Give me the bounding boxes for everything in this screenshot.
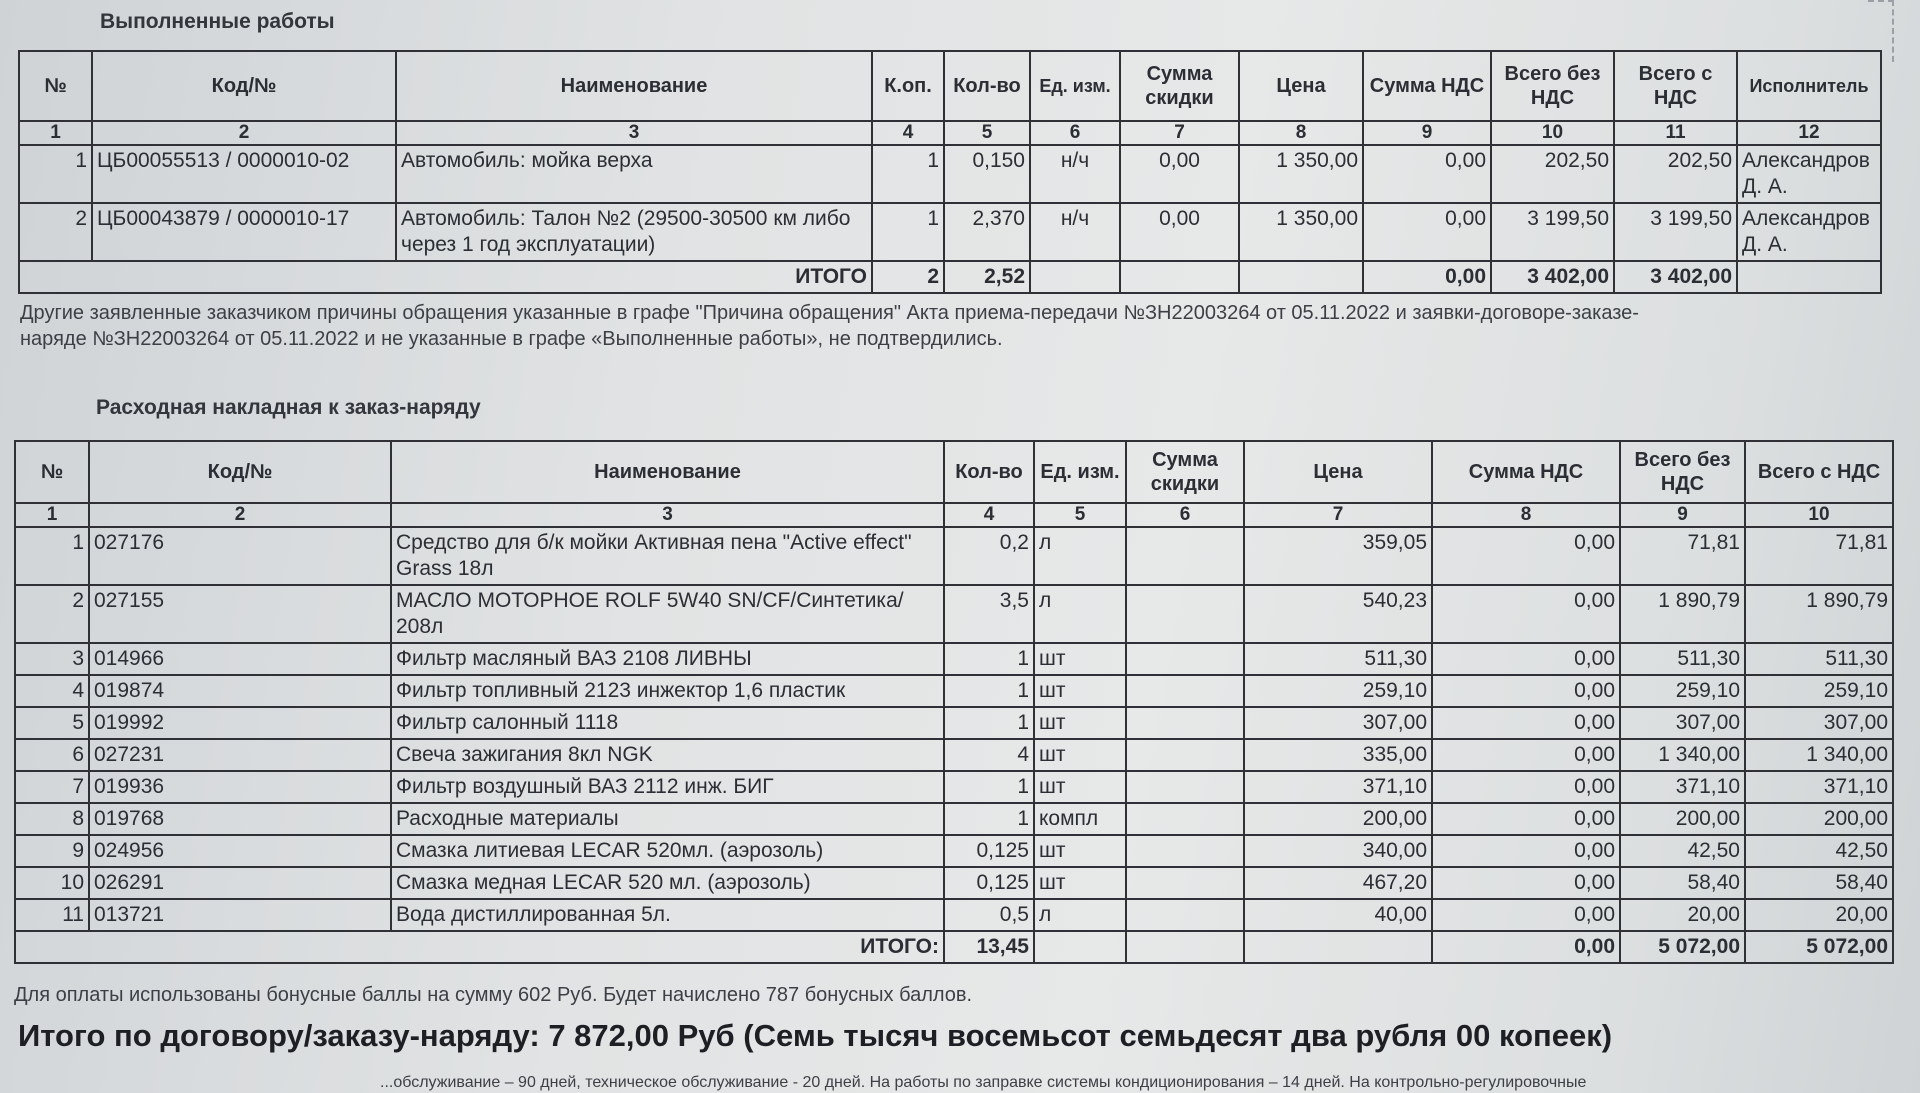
table-row [15,899,1893,931]
index-cell: 5 [944,121,1030,145]
row-total-vat: 307,00 [1745,707,1893,739]
row-number: 8 [15,803,89,835]
row-unit: шт [1034,771,1126,803]
table-row [15,835,1893,867]
row-total-no-vat: 1 890,79 [1620,585,1745,643]
row-total-vat: 1 340,00 [1745,739,1893,771]
row-total-vat: 202,50 [1614,145,1737,203]
row-qty: 1 [944,675,1034,707]
row-unit: шт [1034,835,1126,867]
row-qty: 3,5 [944,585,1034,643]
total-with-vat: 3 402,00 [1614,261,1737,293]
completed-works-table [18,50,1882,294]
row-price: 307,00 [1244,707,1432,739]
col-header: Кол-во [944,51,1030,121]
row-name: Фильтр воздушный ВАЗ 2112 инж. БИГ [391,771,944,803]
row-vat: 0,00 [1432,771,1620,803]
row-total-no-vat: 20,00 [1620,899,1745,931]
total-qty: 2,52 [944,261,1030,293]
row-code: 027176 [89,527,391,585]
col-header: Ед. изм. [1030,51,1120,121]
row-unit: шт [1034,867,1126,899]
row-unit: шт [1034,707,1126,739]
row-name: Расходные материалы [391,803,944,835]
row-kop: 1 [872,145,944,203]
row-total-vat: 371,10 [1745,771,1893,803]
col-header: Всего с НДС [1614,51,1737,121]
table-row [15,707,1893,739]
row-number: 2 [15,585,89,643]
row-code: ЦБ00055513 / 0000010-02 [92,145,396,203]
row-price: 371,10 [1244,771,1432,803]
index-cell: 9 [1363,121,1491,145]
row-discount [1126,527,1244,585]
row-code: 019768 [89,803,391,835]
index-cell: 3 [396,121,872,145]
index-cell: 4 [872,121,944,145]
row-qty: 0,150 [944,145,1030,203]
table-row [15,739,1893,771]
footer-partial: ...обслуживание – 90 дней, техническое обслуживание - 20 дней. На работы по заправке системы кондиционирования – 14 дней. На контрольно-регулировочные [380,1074,1587,1091]
row-name: Автомобиль: Талон №2 (29500-30500 км либо через 1 год эксплуатации) [396,203,872,261]
total-row [19,261,1881,293]
row-code: 014966 [89,643,391,675]
row-discount [1126,803,1244,835]
row-total-vat: 3 199,50 [1614,203,1737,261]
total-kop: 2 [872,261,944,293]
row-discount: 0,00 [1120,203,1239,261]
row-vat: 0,00 [1432,707,1620,739]
row-price: 259,10 [1244,675,1432,707]
index-row [15,503,1893,527]
header-row [15,441,1893,503]
row-vat: 0,00 [1432,899,1620,931]
row-name: Свеча зажигания 8кл NGK [391,739,944,771]
row-number: 4 [15,675,89,707]
row-price: 467,20 [1244,867,1432,899]
row-qty: 1 [944,643,1034,675]
row-number: 3 [15,643,89,675]
row-discount [1126,835,1244,867]
col-header: № [15,441,89,503]
col-header: Код/№ [92,51,396,121]
row-total-vat: 259,10 [1745,675,1893,707]
row-total-no-vat: 202,50 [1491,145,1614,203]
row-number: 11 [15,899,89,931]
row-total-vat: 200,00 [1745,803,1893,835]
row-discount [1126,585,1244,643]
row-total-no-vat: 511,30 [1620,643,1745,675]
row-price: 540,23 [1244,585,1432,643]
col-header: Наименование [391,441,944,503]
row-qty: 4 [944,739,1034,771]
col-header: К.оп. [872,51,944,121]
row-name: Автомобиль: мойка верха [396,145,872,203]
row-total-vat: 58,40 [1745,867,1893,899]
table-row [19,145,1881,203]
row-vat: 0,00 [1432,585,1620,643]
row-price: 200,00 [1244,803,1432,835]
row-discount [1126,707,1244,739]
expense-invoice-title: Расходная накладная к заказ-наряду [96,396,481,419]
index-cell: 5 [1034,503,1126,527]
row-number: 7 [15,771,89,803]
row-name: МАСЛО МОТОРНОЕ ROLF 5W40 SN/CF/Синтетика/ 208л [391,585,944,643]
col-header: Кол-во [944,441,1034,503]
row-name: Смазка медная LECAR 520 мл. (аэрозоль) [391,867,944,899]
row-qty: 1 [944,707,1034,739]
row-total-vat: 71,81 [1745,527,1893,585]
table-row [15,643,1893,675]
row-vat: 0,00 [1363,203,1491,261]
row-price: 1 350,00 [1239,203,1363,261]
row-qty: 1 [944,803,1034,835]
index-cell: 3 [391,503,944,527]
row-code: 024956 [89,835,391,867]
row-unit: шт [1034,643,1126,675]
table-row [15,527,1893,585]
row-number: 1 [19,145,92,203]
row-total-no-vat: 71,81 [1620,527,1745,585]
row-number: 9 [15,835,89,867]
row-code: ЦБ00043879 / 0000010-17 [92,203,396,261]
col-header: Цена [1244,441,1432,503]
row-qty: 0,125 [944,835,1034,867]
total-row [15,931,1893,963]
col-header: Ед. изм. [1034,441,1126,503]
col-header: Цена [1239,51,1363,121]
row-vat: 0,00 [1432,527,1620,585]
row-price: 1 350,00 [1239,145,1363,203]
row-code: 019936 [89,771,391,803]
note-text: Другие заявленные заказчиком причины обращения указанные в графе "Причина обращения" Акта приема-передачи №ЗН22003264 от 05.11.2022 и заявки-договоре-заказе-наряде №ЗН22003264 от 05.11.2022 и не указанные в графе «Выполненные работы», не подтвердились. [20,302,1639,350]
row-vat: 0,00 [1432,675,1620,707]
row-discount [1126,739,1244,771]
row-total-no-vat: 200,00 [1620,803,1745,835]
row-number: 10 [15,867,89,899]
table-row [19,203,1881,261]
row-qty: 0,5 [944,899,1034,931]
total-vat-sum: 0,00 [1363,261,1491,293]
index-cell: 8 [1239,121,1363,145]
col-header: Сумма НДС [1363,51,1491,121]
table-row [15,675,1893,707]
index-cell: 9 [1620,503,1745,527]
index-cell: 11 [1614,121,1737,145]
expense-invoice-table [14,440,1894,964]
row-number: 2 [19,203,92,261]
col-header: № [19,51,92,121]
row-total-no-vat: 3 199,50 [1491,203,1614,261]
col-header: Сумма НДС [1432,441,1620,503]
row-discount [1126,771,1244,803]
row-name: Средство для б/к мойки Активная пена "Active effect" Grass 18л [391,527,944,585]
row-qty: 1 [944,771,1034,803]
row-qty: 0,125 [944,867,1034,899]
row-price: 511,30 [1244,643,1432,675]
row-code: 019874 [89,675,391,707]
row-kop: 1 [872,203,944,261]
row-code: 026291 [89,867,391,899]
index-cell: 4 [944,503,1034,527]
row-vat: 0,00 [1363,145,1491,203]
row-price: 40,00 [1244,899,1432,931]
row-code: 027155 [89,585,391,643]
row-unit: н/ч [1030,145,1120,203]
table-row [15,803,1893,835]
row-total-no-vat: 371,10 [1620,771,1745,803]
row-unit: н/ч [1030,203,1120,261]
row-vat: 0,00 [1432,643,1620,675]
index-cell: 1 [15,503,89,527]
row-price: 340,00 [1244,835,1432,867]
row-number: 1 [15,527,89,585]
row-price: 359,05 [1244,527,1432,585]
row-total-no-vat: 58,40 [1620,867,1745,899]
row-total-no-vat: 42,50 [1620,835,1745,867]
row-total-no-vat: 1 340,00 [1620,739,1745,771]
bonus-text: Для оплаты использованы бонусные баллы на сумму 602 Руб. Будет начислено 787 бонусных баллов. [14,984,973,1006]
index-cell: 10 [1491,121,1614,145]
row-vat: 0,00 [1432,739,1620,771]
total-vat-sum: 0,00 [1432,931,1620,963]
row-executor: Александров Д. А. [1737,145,1881,203]
row-total-no-vat: 259,10 [1620,675,1745,707]
col-header: Наименование [396,51,872,121]
row-vat: 0,00 [1432,803,1620,835]
total-no-vat: 5 072,00 [1620,931,1745,963]
total-label: ИТОГО [19,261,872,293]
col-header: Всего с НДС [1745,441,1893,503]
row-code: 027231 [89,739,391,771]
invoice-body [15,527,1893,931]
row-total-vat: 20,00 [1745,899,1893,931]
index-cell: 7 [1244,503,1432,527]
row-qty: 0,2 [944,527,1034,585]
index-cell: 7 [1120,121,1239,145]
row-total-vat: 1 890,79 [1745,585,1893,643]
header-row [19,51,1881,121]
index-cell: 10 [1745,503,1893,527]
row-name: Фильтр топливный 2123 инжектор 1,6 пластик [391,675,944,707]
total-label: ИТОГО: [15,931,944,963]
row-name: Вода дистиллированная 5л. [391,899,944,931]
index-cell: 2 [89,503,391,527]
col-header: Сумма скидки [1120,51,1239,121]
row-unit: л [1034,899,1126,931]
table-row [15,585,1893,643]
index-cell: 12 [1737,121,1881,145]
index-cell: 6 [1030,121,1120,145]
row-number: 5 [15,707,89,739]
row-discount: 0,00 [1120,145,1239,203]
row-executor: Александров Д. А. [1737,203,1881,261]
table-row [15,771,1893,803]
col-header: Всего без НДС [1620,441,1745,503]
index-row [19,121,1881,145]
row-name: Смазка литиевая LECAR 520мл. (аэрозоль) [391,835,944,867]
row-number: 6 [15,739,89,771]
index-cell: 1 [19,121,92,145]
row-unit: л [1034,527,1126,585]
total-qty: 13,45 [944,931,1034,963]
grand-total: Итого по договору/заказу-наряду: 7 872,00 Руб (Семь тысяч восемьсот семьдесят два рубля 00 копеек) [18,1018,1613,1053]
completed-works-title: Выполненные работы [100,10,335,33]
row-total-vat: 42,50 [1745,835,1893,867]
row-discount [1126,643,1244,675]
row-unit: шт [1034,739,1126,771]
row-unit: компл [1034,803,1126,835]
index-cell: 8 [1432,503,1620,527]
row-total-no-vat: 307,00 [1620,707,1745,739]
row-unit: шт [1034,675,1126,707]
index-cell: 6 [1126,503,1244,527]
row-discount [1126,899,1244,931]
table-row [15,867,1893,899]
row-name: Фильтр масляный ВАЗ 2108 ЛИВНЫ [391,643,944,675]
row-name: Фильтр салонный 1118 [391,707,944,739]
total-with-vat: 5 072,00 [1745,931,1893,963]
row-vat: 0,00 [1432,867,1620,899]
row-code: 019992 [89,707,391,739]
col-header: Всего без НДС [1491,51,1614,121]
total-no-vat: 3 402,00 [1491,261,1614,293]
row-qty: 2,370 [944,203,1030,261]
row-vat: 0,00 [1432,835,1620,867]
index-cell: 2 [92,121,396,145]
row-price: 335,00 [1244,739,1432,771]
row-discount [1126,867,1244,899]
row-unit: л [1034,585,1126,643]
col-header: Код/№ [89,441,391,503]
row-total-vat: 511,30 [1745,643,1893,675]
col-header: Сумма скидки [1126,441,1244,503]
row-code: 013721 [89,899,391,931]
col-header: Исполнитель [1737,51,1881,121]
row-discount [1126,675,1244,707]
